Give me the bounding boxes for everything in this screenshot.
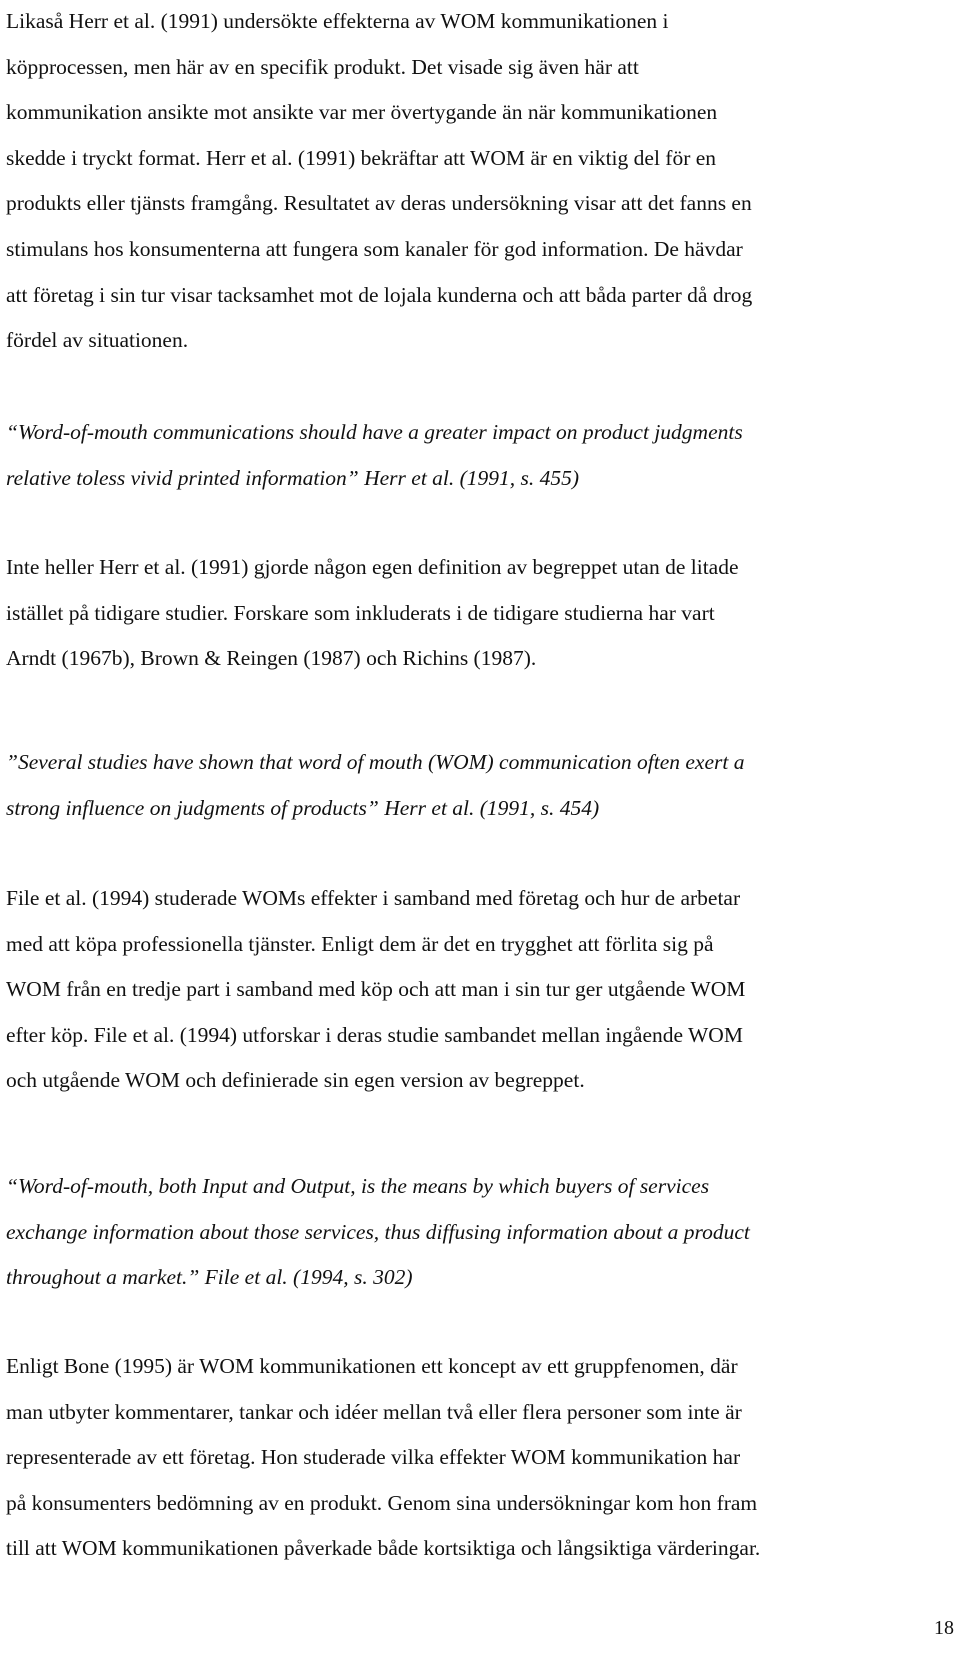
text-line: man utbyter kommentarer, tankar och idéer mellan två eller flera personer som inte är xyxy=(6,1399,742,1424)
text-line: Likaså Herr et al. (1991) undersökte effekterna av WOM kommunikationen i xyxy=(6,9,669,33)
text-line: köpprocessen, men här av en specifik produkt. Det visade sig även här att xyxy=(6,54,639,79)
text-line: fördel av situationen. xyxy=(6,328,189,353)
text-line: Enligt Bone (1995) är WOM kommunikationen ett koncept av ett gruppfenomen, där xyxy=(6,1354,738,1378)
quote-herr-455 xyxy=(6,410,954,501)
text-line: stimulans hos konsumenterna att fungera som kanaler för god information. De hävdar xyxy=(6,236,743,261)
paragraph-bone-1995 xyxy=(6,1344,954,1572)
quote-line: relative toless vivid printed information” Herr et al. (1991, s. 455) xyxy=(6,465,580,490)
text-line: efter köp. File et al. (1994) utforskar i deras studie sambandet mellan ingående WOM xyxy=(6,1022,743,1047)
page-number: 18 xyxy=(934,1617,954,1639)
text-line: Arndt (1967b), Brown & Reingen (1987) och Richins (1987). xyxy=(6,646,537,671)
text-line: på konsumenters bedömning av en produkt. Genom sina undersökningar kom hon fram xyxy=(6,1490,758,1515)
quote-line: throughout a market.” File et al. (1994, s. 302) xyxy=(6,1265,413,1290)
text-line: representerade av ett företag. Hon studerade vilka effekter WOM kommunikation har xyxy=(6,1445,741,1470)
text-line: File et al. (1994) studerade WOMs effekter i samband med företag och hur de arbetar xyxy=(6,886,741,910)
quote-line: ”Several studies have shown that word of mouth (WOM) communication often exert a xyxy=(6,750,745,774)
quote-line: exchange information about those services, thus diffusing information about a product xyxy=(6,1219,750,1244)
text-line: kommunikation ansikte mot ansikte var mer övertygande än när kommunikationen xyxy=(6,100,718,125)
text-line: att företag i sin tur visar tacksamhet mot de lojala kunderna och att båda parter då drog xyxy=(6,282,753,307)
quote-line: strong influence on judgments of products” Herr et al. (1991, s. 454) xyxy=(6,795,600,820)
quote-herr-454 xyxy=(6,740,954,831)
text-line: och utgående WOM och definierade sin egen version av begreppet. xyxy=(6,1068,585,1093)
quote-line: “Word-of-mouth, both Input and Output, is the means by which buyers of services xyxy=(6,1174,710,1198)
quote-line: “Word-of-mouth communications should have a greater impact on product judgments xyxy=(6,420,743,444)
text-line: istället på tidigare studier. Forskare som inkluderats i de tidigare studierna har vart xyxy=(6,600,715,625)
text-line: till att WOM kommunikationen påverkade både kortsiktiga och långsiktiga värderingar. xyxy=(6,1536,761,1561)
quote-file-302 xyxy=(6,1164,954,1301)
paragraph-definition xyxy=(6,545,954,682)
paragraph-herr-1991 xyxy=(6,0,954,364)
text-line: skedde i tryckt format. Herr et al. (1991) bekräftar att WOM är en viktig del för en xyxy=(6,145,717,170)
paragraph-file-1994 xyxy=(6,876,954,1104)
text-line: Inte heller Herr et al. (1991) gjorde någon egen definition av begreppet utan de litade xyxy=(6,555,739,579)
text-line: WOM från en tredje part i samband med köp och att man i sin tur ger utgående WOM xyxy=(6,977,746,1002)
text-line: med att köpa professionella tjänster. Enligt dem är det en trygghet att förlita sig på xyxy=(6,931,714,956)
text-line: produkts eller tjänsts framgång. Resultatet av deras undersökning visar att det fanns en xyxy=(6,191,752,216)
